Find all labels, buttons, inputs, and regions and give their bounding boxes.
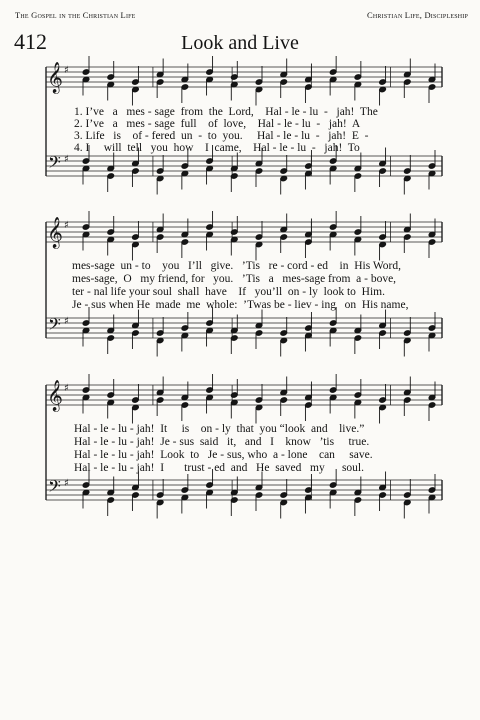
hymn-title: Look and Live (181, 32, 299, 54)
sharp-icon: ♯ (64, 383, 69, 394)
bass-clef-icon: 𝄢 (48, 314, 61, 338)
lyric-system3-verse3: Hal - le - lu - jah! Look to Je - sus, who a - lone can save. (74, 449, 373, 461)
lyric-system2-verse1: mes-sage un - to you I’ll give. ’Tis re - cord - ed in His Word, (72, 260, 402, 272)
sharp-icon: ♯ (64, 220, 69, 231)
lyric-system1-verse3: 3. Life is of - fered un - to you. Hal - le - lu - jah! E - (74, 130, 369, 142)
hymn-number: 412 (14, 29, 47, 54)
lyric-system2-verse4: Je - sus when He made me whole: ’Twas be - liev - ing on His name, (72, 299, 409, 311)
lyric-system1-verse2: 2. I’ve a mes - sage full of love, Hal - le - lu - jah! A (74, 118, 361, 130)
lyric-system3-verse4: Hal - le - lu - jah! I trust - ed and He saved my soul. (74, 462, 364, 474)
treble-clef-icon: 𝄞 (47, 62, 63, 93)
section-header-right: Christian Life, Discipleship (367, 10, 468, 20)
treble-clef-icon: 𝄞 (47, 380, 63, 411)
lyric-system3-verse1: Hal - le - lu - jah! It is on - ly that you “look and live.” (74, 423, 365, 435)
sharp-icon: ♯ (64, 65, 69, 76)
lyric-system1-verse1: 1. I’ve a mes - sage from the Lord, Hal - le - lu - jah! The (74, 106, 378, 118)
lyric-system3-verse2: Hal - le - lu - jah! Je - sus said it, and I know ’tis true. (74, 436, 370, 448)
bass-clef-icon: 𝄢 (48, 476, 61, 500)
lyric-system2-verse3: ter - nal life your soul shall have If you’ll on - ly look to Him. (72, 286, 385, 298)
sharp-icon: ♯ (64, 478, 69, 489)
lyric-system1-verse4: 4. I will tell you how I came, Hal - le - lu - jah! To (74, 142, 360, 154)
sharp-icon: ♯ (64, 154, 69, 165)
lyric-system2-verse2: mes-sage, O my friend, for you. ’Tis a mes-sage from a - bove, (72, 273, 397, 285)
treble-clef-icon: 𝄞 (47, 217, 63, 248)
bass-clef-icon: 𝄢 (48, 152, 61, 176)
section-header-left: The Gospel in the Christian Life (15, 10, 136, 20)
sharp-icon: ♯ (64, 316, 69, 327)
